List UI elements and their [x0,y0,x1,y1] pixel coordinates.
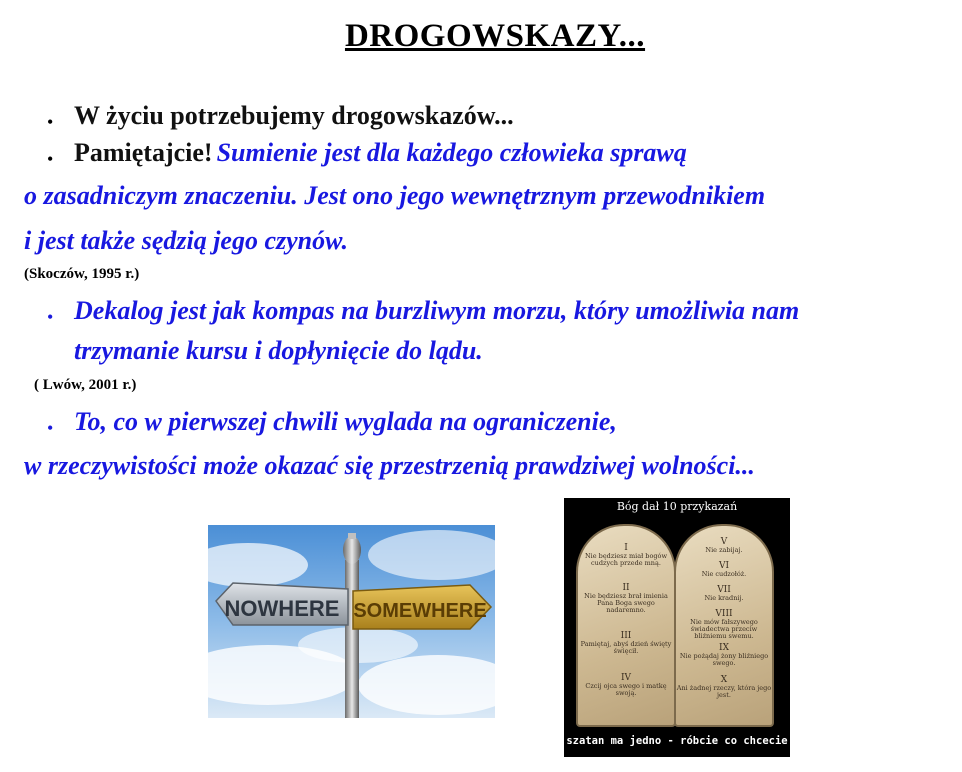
bullet-dot: • [47,307,54,327]
commandment: X Ani żadnej rzeczy, która jego jest. [676,675,772,700]
commandment: VI Nie cudzołóż. [701,561,747,579]
bullet-2-quote: Sumienie jest dla każdego człowieka sprawą [216,138,687,167]
signpost-illustration [208,525,495,718]
bullet-3-line-1: Dekalog jest jak kompas na burzliwym morzu, który umożliwia nam [74,296,800,325]
commandment: V Nie zabijaj. [705,537,743,555]
commandment: I Nie będziesz miał bogów cudzych przede mną. [584,543,668,568]
bullet-2 [74,138,687,168]
commandment: IV Czcij ojca swego i matkę swoją. [585,673,667,698]
bullet-dot: • [47,418,54,438]
commandments-title: Bóg dał 10 przykazań [616,500,738,513]
commandments-image [564,498,790,757]
commandments-caption: szatan ma jedno - róbcie co chcecie [566,735,788,747]
bullet-dot: • [47,112,54,132]
left-tablet [576,524,676,727]
bullet-4: To, co w pierwszej chwili wyglada na ograniczenie, [74,407,617,436]
quote-1-line-3: i jest także sędzią jego czynów. [24,226,349,255]
bullet-2-lead: Pamiętajcie! [74,138,213,167]
commandment: II Nie będziesz brał imienia Pana Boga swego nadaremno. [584,583,668,615]
commandment: VII Nie kradnij. [704,585,744,603]
commandment: III Pamiętaj, abyś dzień święty święcił. [580,631,672,656]
commandment: VIII Nie mów fałszywego świadectwa przeciw bliźniemu swemu. [690,609,758,641]
quote-1-line-2: o zasadniczym znaczeniu. Jest ono jego wewnętrznym przewodnikiem [24,181,766,210]
bullet-3-line-2: trzymanie kursu i dopłynięcie do lądu. [74,336,483,365]
source-1: (Skoczów, 1995 r.) [24,266,140,282]
bullet-dot: • [47,149,54,169]
page-title: DROGOWSKAZY... [344,18,646,54]
commandment: IX Nie pożądaj żony bliźniego swego. [679,643,769,668]
sign-somewhere: SOMEWHERE [353,600,487,622]
quote-3-line-2: w rzeczywistości może okazać się przestrzenią prawdziwej wolności... [24,451,755,480]
sign-nowhere: NOWHERE [224,596,340,621]
signpost-image [208,525,495,718]
source-2: ( Lwów, 2001 r.) [34,377,137,393]
bullet-text-1: W życiu potrzebujemy drogowskazów... [74,101,514,130]
right-tablet [674,524,774,727]
